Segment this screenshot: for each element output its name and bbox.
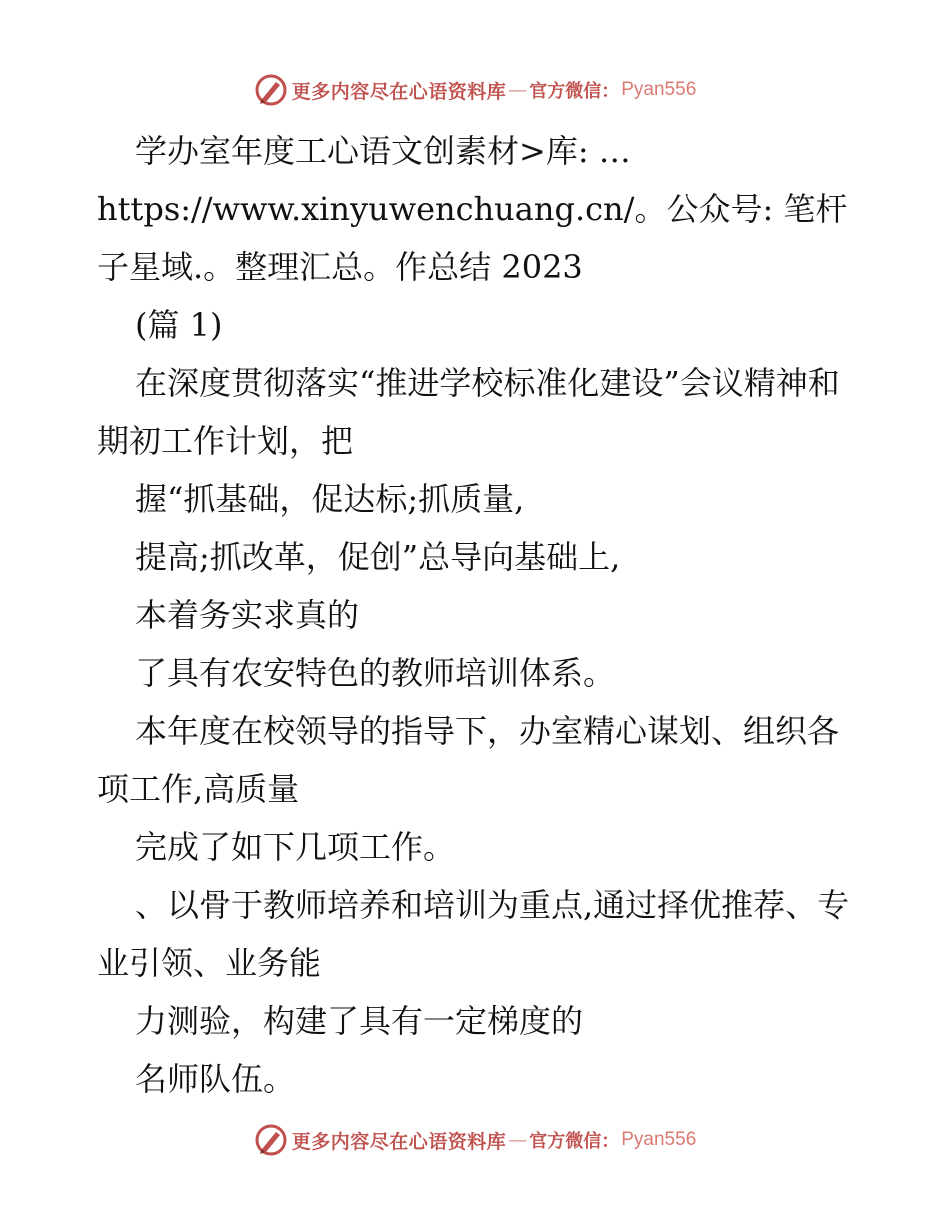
pen-logo-icon — [254, 1123, 288, 1157]
paragraph: 提高;抓改革，促创”总导向基础上, — [135, 538, 621, 576]
paragraph: 完成了如下几项工作。 — [135, 828, 456, 866]
banner-wechat-id: Pyan556 — [621, 1129, 697, 1150]
banner-wechat-label: 官方微信： — [529, 81, 620, 102]
banner-wechat-id: Pyan556 — [621, 79, 697, 100]
paragraph-section-label: (篇 1) — [135, 306, 223, 344]
paragraph-intro: 学办室年度工心语文创素材>库: …https://www.xinyuwenchuang.cn/。公众号: 笔杆子星域.。整理汇总。作总结 2023 — [97, 132, 848, 286]
banner-title: 更多内容尽在心语资料库 — [291, 80, 507, 103]
paragraph: 本着务实求真的 — [135, 596, 360, 634]
banner-wechat-label: 官方微信： — [529, 1131, 620, 1152]
banner-dash: — — [508, 1129, 528, 1151]
document-body — [97, 122, 857, 1108]
banner-dash: — — [508, 79, 528, 101]
banner-title: 更多内容尽在心语资料库 — [291, 1130, 507, 1153]
paragraph: 名师队伍。 — [135, 1060, 296, 1098]
paragraph: 握“抓基础，促达标;抓质量, — [135, 480, 525, 518]
paragraph: 在深度贯彻落实“推进学校标准化建设”会议精神和期初工作计划，把 — [97, 364, 840, 460]
header-banner — [0, 70, 950, 110]
paragraph: 本年度在校领导的指导下，办室精心谋划、组织各项工作,高质量 — [97, 712, 840, 808]
pen-logo-icon — [254, 73, 288, 107]
paragraph: 、以骨于教师培养和培训为重点,通过择优推荐、专业引领、业务能 — [97, 886, 850, 982]
paragraph: 力测验，构建了具有一定梯度的 — [135, 1002, 584, 1040]
paragraph: 了具有农安特色的教师培训体系。 — [135, 654, 616, 692]
footer-banner — [0, 1120, 950, 1160]
